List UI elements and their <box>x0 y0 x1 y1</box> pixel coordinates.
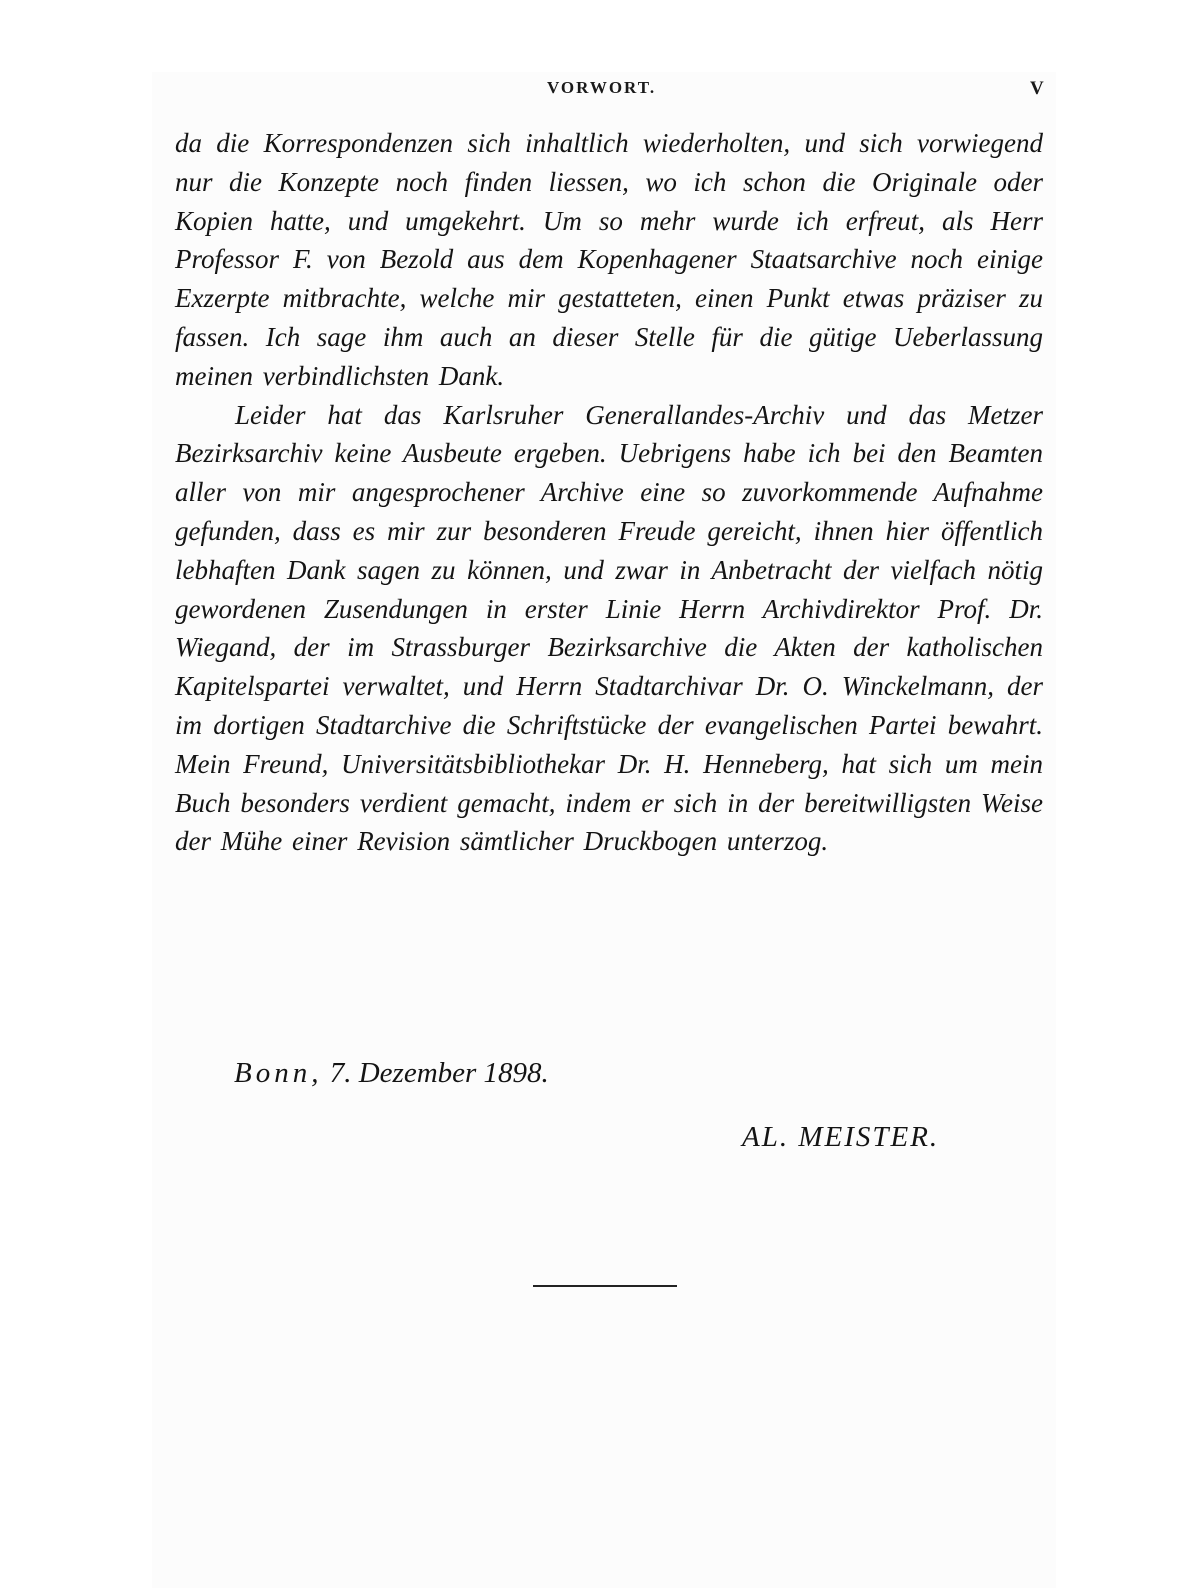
dateline <box>234 1057 549 1090</box>
running-head <box>0 78 1191 100</box>
chapter-title: VORWORT. <box>547 78 657 97</box>
dateline-date: 7. Dezember 1898. <box>329 1057 549 1089</box>
author-signature: AL. MEISTER. <box>742 1121 940 1153</box>
dateline-place: Bonn, <box>234 1057 323 1089</box>
paragraph-2: Leider hat das Karlsruher Generallandes-Archiv und das Metzer Bezirksarchiv keine Ausbeute ergeben. Uebrigens habe ich bei den Beamten aller von mir angesprochener Archive eine so zuvorkommende Aufnahme gefunden, dass es mir zur besonderen Freude gereicht, ihnen hier öffentlich lebhaften Dank sagen zu können, und zwar in Anbetracht der vielfach nötig gewordenen Zusendungen in erster Linie Herrn Archivdirektor Prof. Dr. Wiegand, der im Strassburger Bezirksarchive die Akten der katholischen Kapitelspartei verwaltet, und Herrn Stadtarchivar Dr. O. Winckelmann, der im dortigen Stadtarchive die Schriftstücke der evangelischen Partei bewahrt. Mein Freund, Universitätsbibliothekar Dr. H. Henneberg, hat sich um mein Buch besonders verdient gemacht, indem er sich in der bereitwilligsten Weise der Mühe einer Revision sämtlicher Druckbogen unterzog. <box>175 399 1043 857</box>
end-rule <box>533 1285 677 1287</box>
paragraph-1: da die Korrespondenzen sich inhaltlich wiederholten, und sich vorwiegend nur die Konzepte noch finden liessen, wo ich schon die Originale oder Kopien hatte, und umgekehrt. Um so mehr wurde ich erfreut, als Herr Professor F. von Bezold aus dem Kopenhagener Staatsarchive noch einige Exzerpte mitbrachte, welche mir gestatteten, einen Punkt etwas präziser zu fassen. Ich sage ihm auch an dieser Stelle für die gütige Ueberlassung meinen verbindlichsten Dank. <box>175 128 1043 391</box>
body-text <box>175 124 1043 861</box>
page-number: V <box>1030 78 1044 99</box>
